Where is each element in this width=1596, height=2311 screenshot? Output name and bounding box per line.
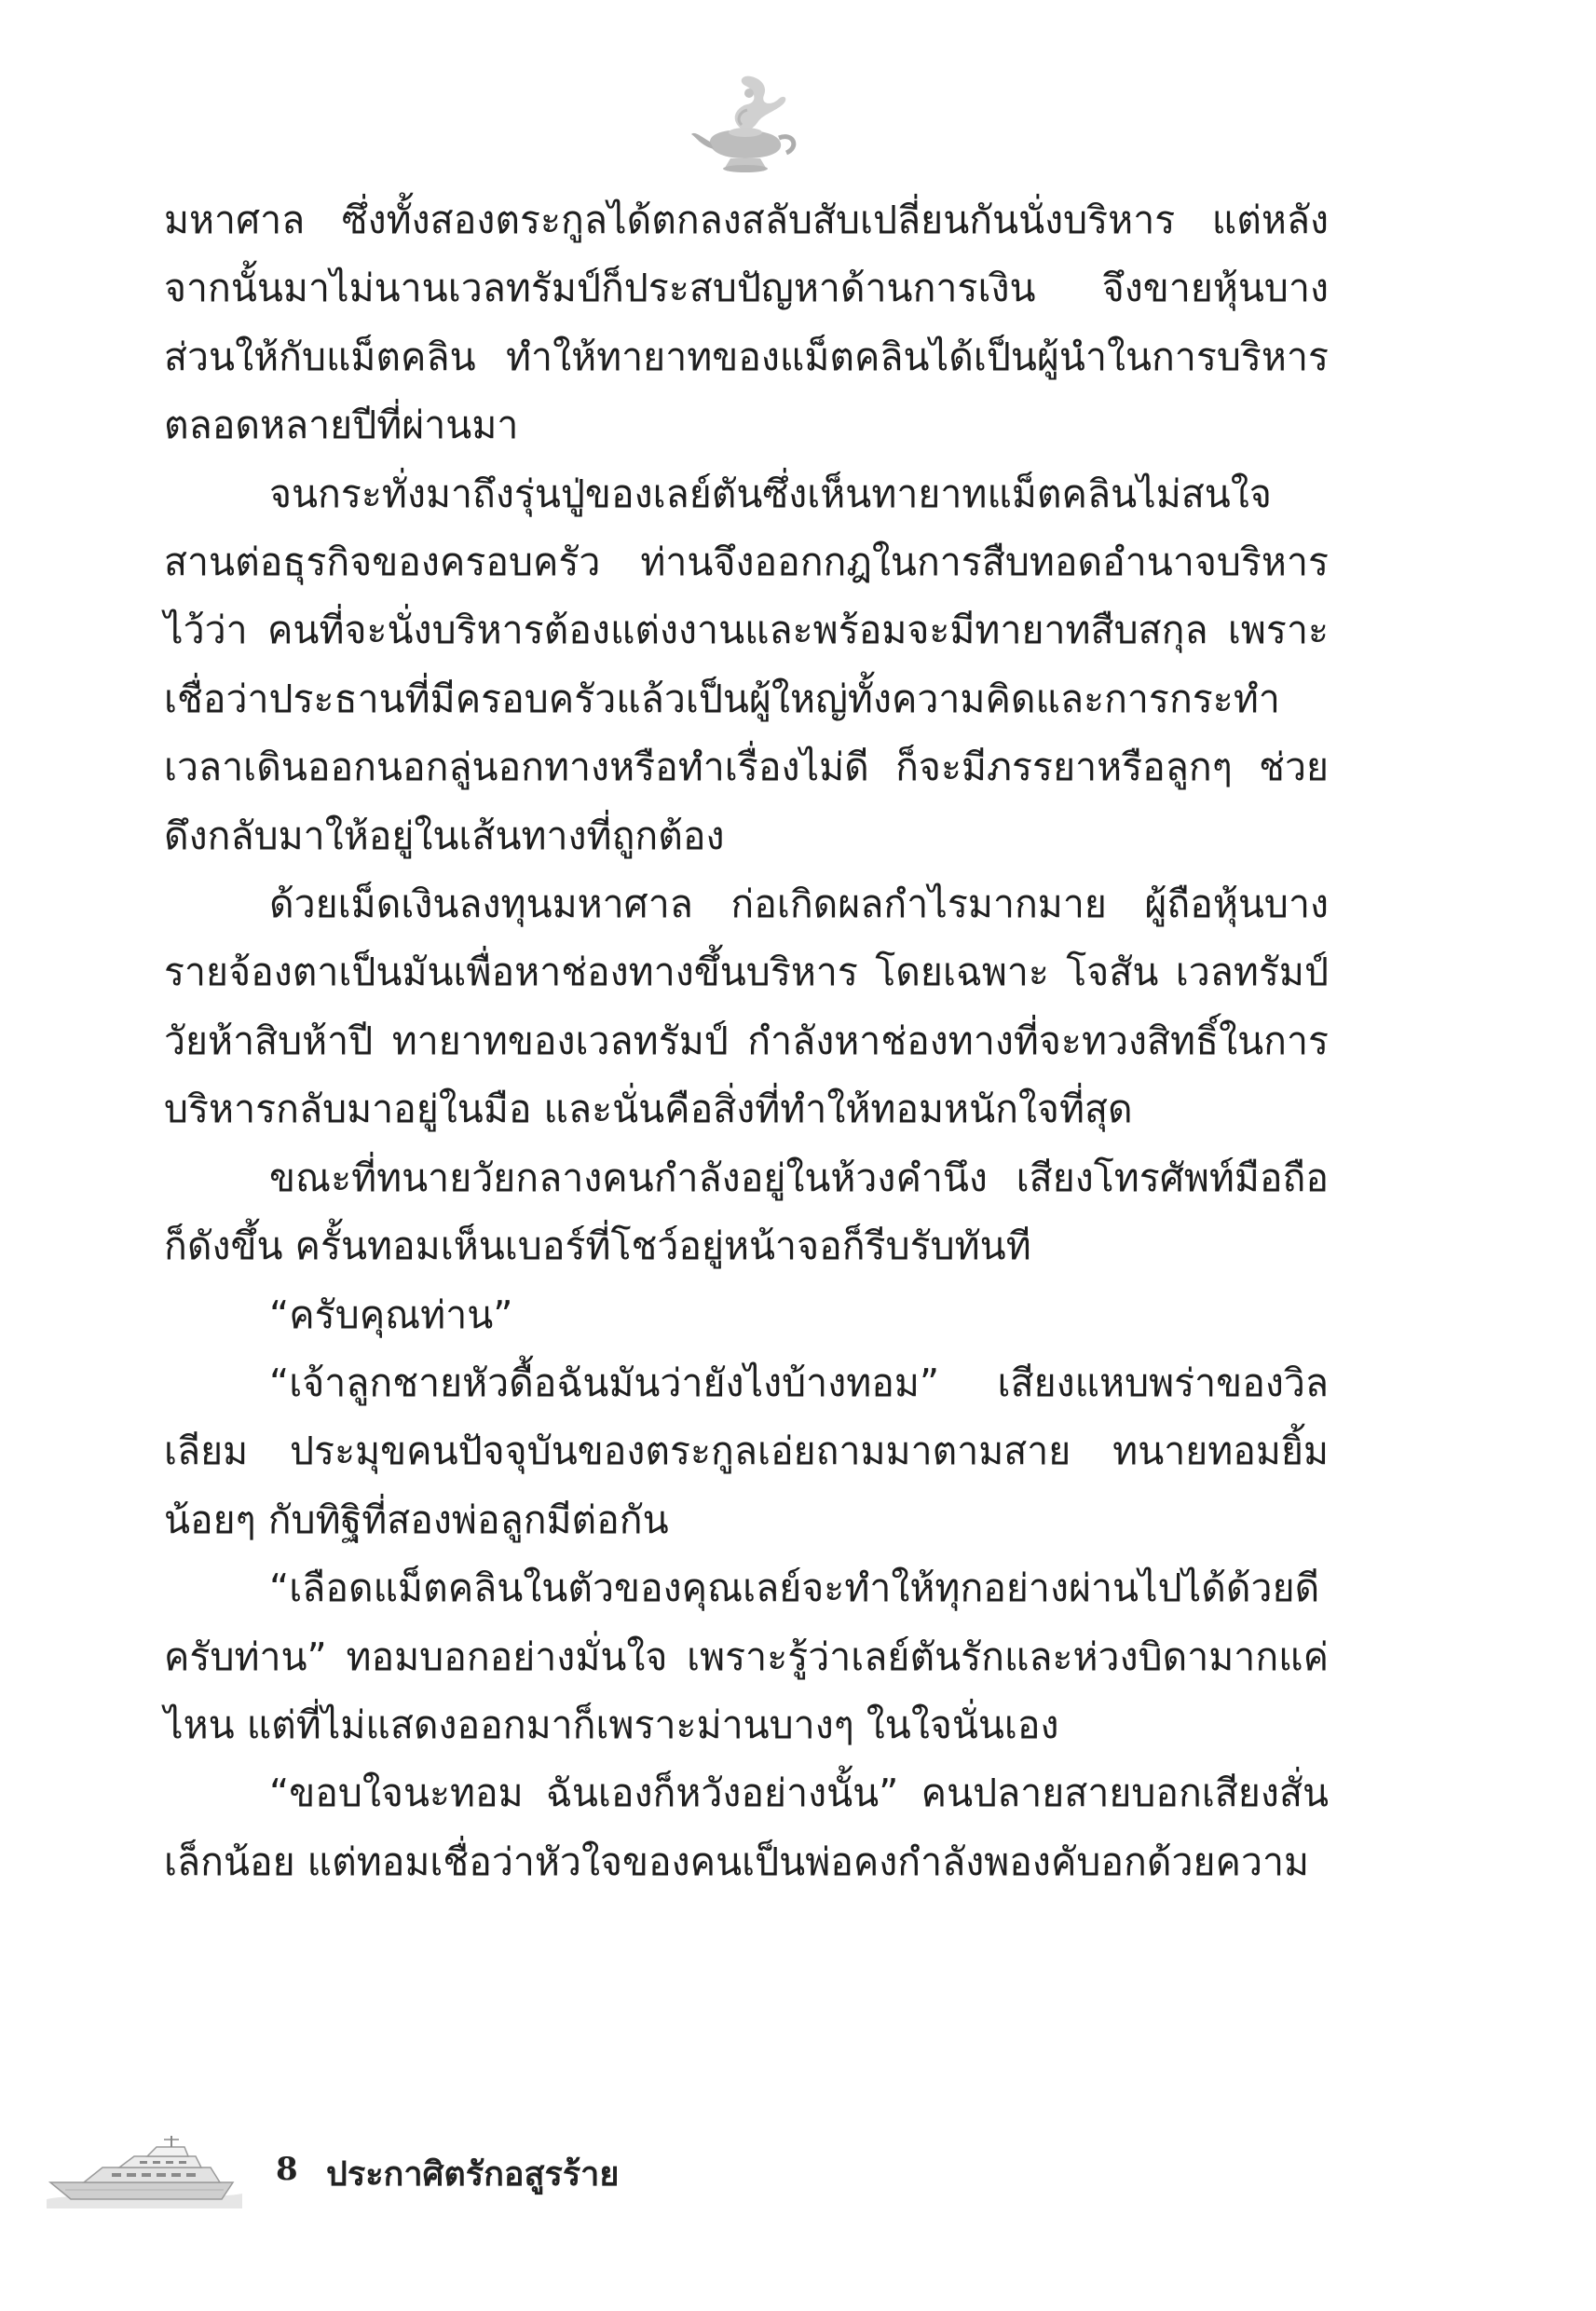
- paragraph: ขณะที่ทนายวัยกลางคนกำลังอยู่ในห้วงคำนึง เสียงโทรศัพท์มือถือก็ดังขึ้น ครั้นทอมเห็นเบอร์ที่โชว์อยู่หน้าจอก็รีบรับทันที: [164, 1155, 1329, 1269]
- paragraph: “ครับคุณท่าน”: [269, 1292, 513, 1337]
- yacht-icon: [47, 2134, 242, 2208]
- paragraph: “ขอบใจนะทอม ฉันเองก็หวังอย่างนั้น” คนปลายสายบอกเสียงสั่นเล็กน้อย แต่ทอมเชื่อว่าหัวใจของคนเป็นพ่อคงกำลังพองคับอกด้วยความ: [164, 1771, 1329, 1884]
- page-number: 8: [276, 2151, 298, 2188]
- page-footer: [47, 2134, 699, 2218]
- paragraph: “เจ้าลูกชายหัวดื้อฉันมันว่ายังไงบ้างทอม” เสียงแหบพร่าของวิลเลียม ประมุขคนปัจจุบันของตระกูลเอ่ยถามมาตามสาย ทนายทอมยิ้มน้อยๆ กับทิฐิที่สองพ่อลูกมีต่อกัน: [164, 1360, 1329, 1542]
- paragraph: ด้วยเม็ดเงินลงทุนมหาศาล ก่อเกิดผลกำไรมากมาย ผู้ถือหุ้นบางรายจ้องตาเป็นมันเพื่อหาช่องทางขึ้นบริหาร โดยเฉพาะ โจสัน เวลทรัมป์ วัยห้าสิบห้าปี ทายาทของเวลทรัมป์ กำลังหาช่องทางที่จะทวงสิทธิ์ในการบริหารกลับมาอยู่ในมือ และนั่นคือสิ่งที่ทำให้ทอมหนักใจที่สุด: [164, 882, 1329, 1132]
- book-title: ประกาศิตรักอสูรร้าย: [326, 2155, 620, 2194]
- paragraph: มหาศาล ซึ่งทั้งสองตระกูลได้ตกลงสลับสับเปลี่ยนกันนั่งบริหาร แต่หลังจากนั้นมาไม่นานเวลทรัมป์ก็ประสบปัญหาด้านการเงิน จึงขายหุ้นบางส่วนให้กับแม็ตคลิน ทำให้ทายาทของแม็ตคลินได้เป็นผู้นำในการบริหารตลอดหลายปีที่ผ่านมา: [164, 198, 1329, 448]
- paragraph: จนกระทั่งมาถึงรุ่นปู่ของเลย์ตันซึ่งเห็นทายาทแม็ตคลินไม่สนใจสานต่อธุรกิจของครอบครัว ท่านจึงออกกฎในการสืบทอดอำนาจบริหารไว้ว่า คนที่จะนั่งบริหารต้องแต่งงานและพร้อมจะมีทายาทสืบสกุล เพราะเชื่อว่าประธานที่มีครอบครัวแล้วเป็นผู้ใหญ่ทั้งความคิดและการกระทำ เวลาเดินออกนอกลู่นอกทางหรือทำเรื่องไม่ดี ก็จะมีภรรยาหรือลูกๆ ช่วยดึงกลับมาให้อยู่ในเส้นทางที่ถูกต้อง: [164, 471, 1329, 858]
- paragraph: “เลือดแม็ตคลินในตัวของคุณเลย์จะทำให้ทุกอย่างผ่านไปได้ด้วยดีครับท่าน” ทอมบอกอย่างมั่นใจ เพราะรู้ว่าเลย์ตันรักและห่วงบิดามากแค่ไหน แต่ที่ไม่แสดงออกมาก็เพราะม่านบางๆ ในใจนั่นเอง: [164, 1566, 1329, 1747]
- genie-lamp-icon: [689, 73, 801, 175]
- body-text: [164, 186, 1329, 1896]
